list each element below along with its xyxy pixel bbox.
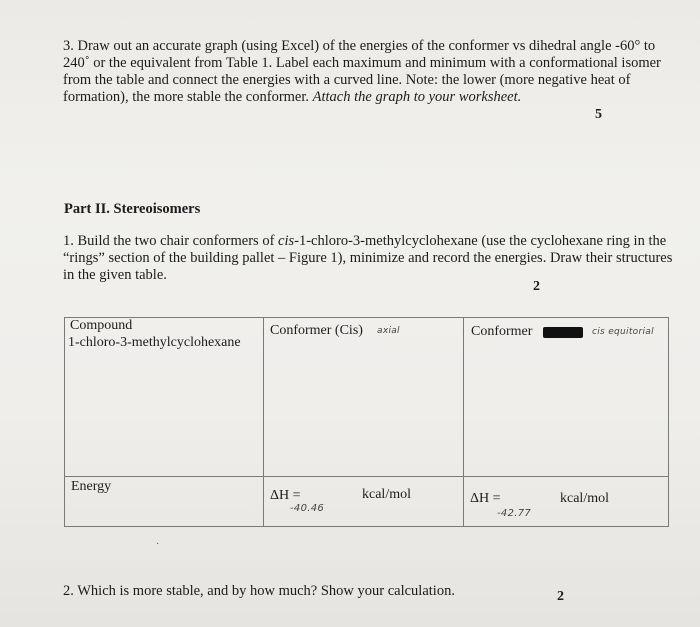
energy-cis-cell[interactable] bbox=[264, 477, 464, 527]
energy-equatorial-cell[interactable] bbox=[464, 477, 669, 527]
q3-line-4 bbox=[63, 89, 675, 106]
question-1 bbox=[63, 233, 675, 294]
energy-label: Energy bbox=[71, 479, 112, 494]
delta-h-equatorial-value: -42.77 bbox=[497, 508, 532, 519]
q1-line-3: in the given table. bbox=[63, 267, 167, 283]
conformer-header: Conformer bbox=[471, 324, 533, 339]
q1-points: 2 bbox=[533, 279, 540, 294]
delta-h-label-equatorial: ΔH = bbox=[470, 491, 501, 506]
q3-line-3: from the table and connect the energies with a curved line. Note: the lower (more negative heat of bbox=[63, 72, 631, 88]
table-row-structures bbox=[65, 318, 669, 477]
q3-points: 5 bbox=[595, 107, 602, 122]
compound-header: Compound bbox=[70, 318, 133, 333]
q1-line-1 bbox=[63, 233, 675, 250]
compound-name: 1-chloro-3-methylcyclohexane bbox=[68, 335, 241, 350]
unit-equatorial: kcal/mol bbox=[560, 491, 609, 506]
conformer-table bbox=[64, 317, 669, 527]
unit-cis: kcal/mol bbox=[362, 487, 411, 502]
conformer-equatorial-cell[interactable] bbox=[464, 318, 669, 477]
stray-mark: · bbox=[156, 539, 160, 550]
conformer-cis-header: Conformer (Cis) bbox=[270, 323, 363, 338]
handwritten-axial bbox=[377, 326, 400, 336]
q1-line-2: “rings” section of the building pallet – Figure 1), minimize and record the energies. Draw their structures bbox=[63, 250, 673, 266]
q3-line-4-text: formation), the more stable the conformer. bbox=[63, 89, 310, 105]
compound-header-cell bbox=[65, 318, 264, 477]
table-row-energy bbox=[65, 477, 669, 527]
energy-label-cell bbox=[65, 477, 264, 527]
handwritten-equatorial: cis equitorial bbox=[592, 327, 654, 337]
q1-cis-italic: cis bbox=[278, 233, 295, 249]
q1-line-1-pre: 1. Build the two chair conformers of bbox=[63, 233, 279, 249]
q3-line-1: 3. Draw out an accurate graph (using Excel) of the energies of the conformer vs dihedral angle -60° to bbox=[63, 38, 656, 54]
redaction-mark bbox=[543, 327, 583, 338]
question-2: 2. Which is more stable, and by how much? Show your calculation. bbox=[63, 583, 455, 599]
delta-h-label-cis: ΔH = bbox=[270, 488, 301, 503]
q1-line-1-post: -1-chloro-3-methylcyclohexane (use the cyclohexane ring in the bbox=[294, 233, 667, 249]
q2-points: 2 bbox=[557, 589, 564, 604]
question-3 bbox=[63, 38, 675, 122]
conformer-cis-cell[interactable] bbox=[264, 318, 464, 477]
delta-h-cis-value: -40.46 bbox=[290, 503, 325, 514]
q3-attach-instruction: Attach the graph to your worksheet. bbox=[312, 89, 522, 105]
q3-line-2: 240˚ or the equivalent from Table 1. Label each maximum and minimum with a conformational isomer bbox=[63, 55, 661, 71]
section-title: Part II. Stereoisomers bbox=[64, 201, 201, 217]
handwritten-axial-text: axial bbox=[377, 326, 400, 336]
